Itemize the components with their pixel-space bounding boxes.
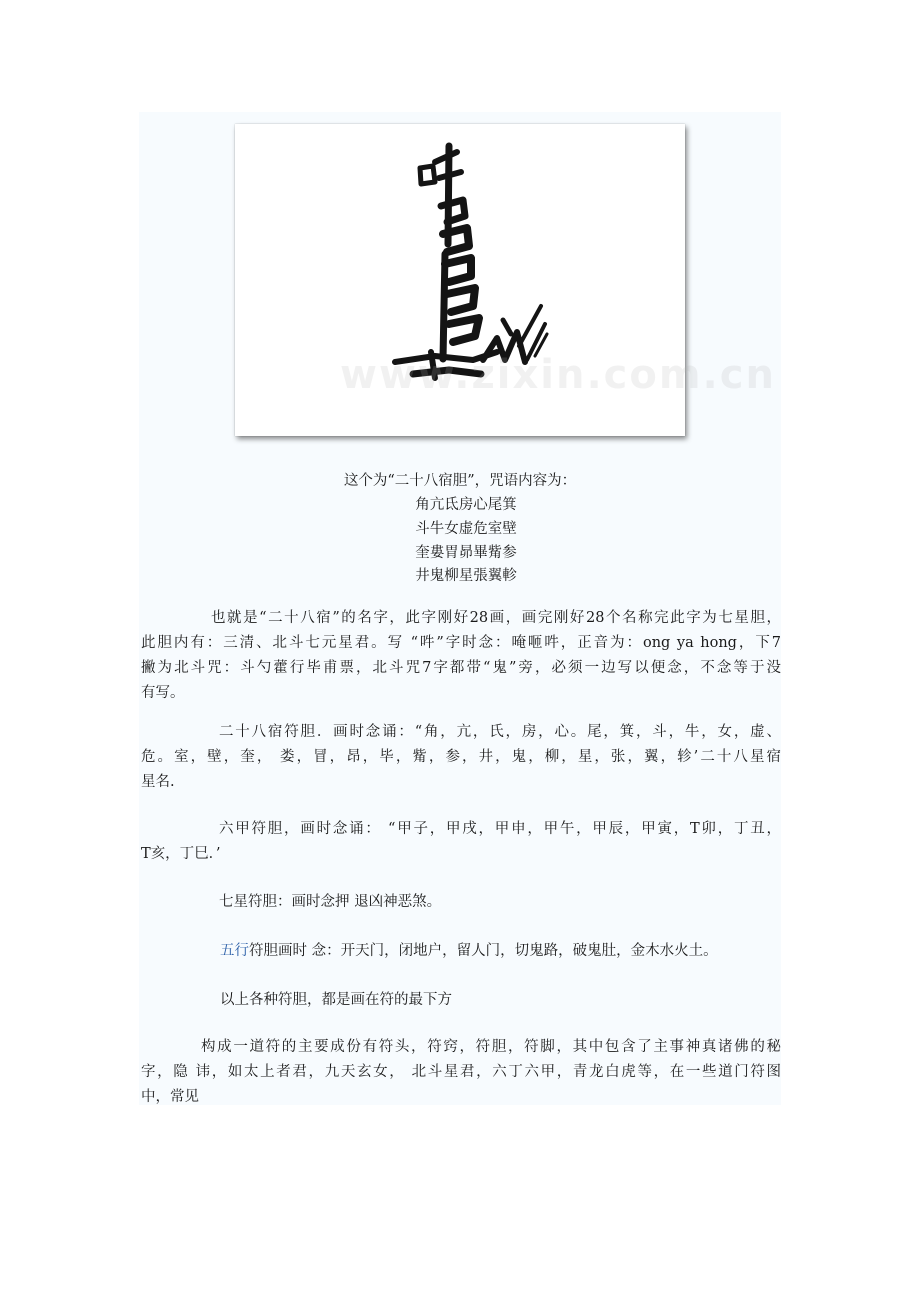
paragraph-28-mansions xyxy=(141,720,781,795)
five-elements-rest: 符胆画时 念：开天门，闭地户，留人门，切鬼路，破鬼肚，金木水火土。 xyxy=(249,943,718,959)
watermark-text: www.zixin.com.cn xyxy=(340,352,776,398)
paragraph-six-jia xyxy=(141,817,781,867)
paragraph-line: T亥，丁巳．’ xyxy=(141,846,221,862)
paragraph-line xyxy=(220,939,860,964)
paragraph-line: 六甲符胆，画时念诵： “甲子，甲戌，甲申，甲午，甲辰，甲寅，T卯，丁丑， xyxy=(219,821,781,837)
paragraph-line: 中，常见 xyxy=(141,1089,199,1105)
paragraph-line: 构成一道符的主要成份有符头，符窍，符胆，符脚，其中包含了主事神真诸佛的秘 xyxy=(201,1039,781,1055)
paragraph-line: 字，隐 讳，如太上者君，九天玄女， 北斗星君，六丁六甲，青龙白虎等，在一些道门符图 xyxy=(141,1064,781,1080)
paragraph-five-elements xyxy=(220,939,860,964)
paragraph-line: 危。室，壁，奎， 娄，冒，昂，毕，觜，参，井，鬼，柳，星，张，翼，轸’二十八星宿 xyxy=(141,749,781,765)
paragraph-line: 以上各种符胆，都是画在符的最下方 xyxy=(220,992,452,1008)
mansion-line-4: 井鬼柳星張翼軫 xyxy=(415,568,517,584)
paragraph-line: 二十八宿符胆．画时念诵：“角，亢，氏，房，心。尾，箕，斗，牛，女，虚、 xyxy=(219,724,781,740)
paragraph-talisman-components xyxy=(141,1035,781,1110)
paragraph-line: 有写。 xyxy=(141,685,185,701)
paragraph-line: 星名. xyxy=(141,774,175,790)
paragraph-line: 也就是“二十八宿”的名字，此字刚好28画，画完刚好28个名称完此字为七星胆， xyxy=(211,610,781,626)
paragraph-line: 撇为北斗咒：斗勺藿行毕甫票，北斗咒7字都带“鬼”旁，必须一边写以便念，不念等于没 xyxy=(141,660,781,676)
mansion-line-1: 角亢氐房心尾箕 xyxy=(415,497,517,513)
mansion-line-2: 斗牛女虚危室壁 xyxy=(415,521,517,537)
paragraph-seven-star-gall xyxy=(141,606,781,706)
paragraph-line: 七星符胆：画时念押 退凶神恶煞。 xyxy=(219,894,442,910)
mansion-line-3: 奎婁胃昴畢觜参 xyxy=(415,545,517,561)
paragraph-seven-star xyxy=(219,890,859,915)
paragraph-summary xyxy=(220,988,860,1013)
caption-title: 这个为“二十八宿胆”，咒语内容为： xyxy=(343,473,577,489)
five-elements-highlight: 五行 xyxy=(220,943,249,959)
paragraph-line: 此胆内有：三清、北斗七元星君。写 “吽”字时念：唵咂吽，正音为：ong ya hong，下7 xyxy=(141,635,781,651)
